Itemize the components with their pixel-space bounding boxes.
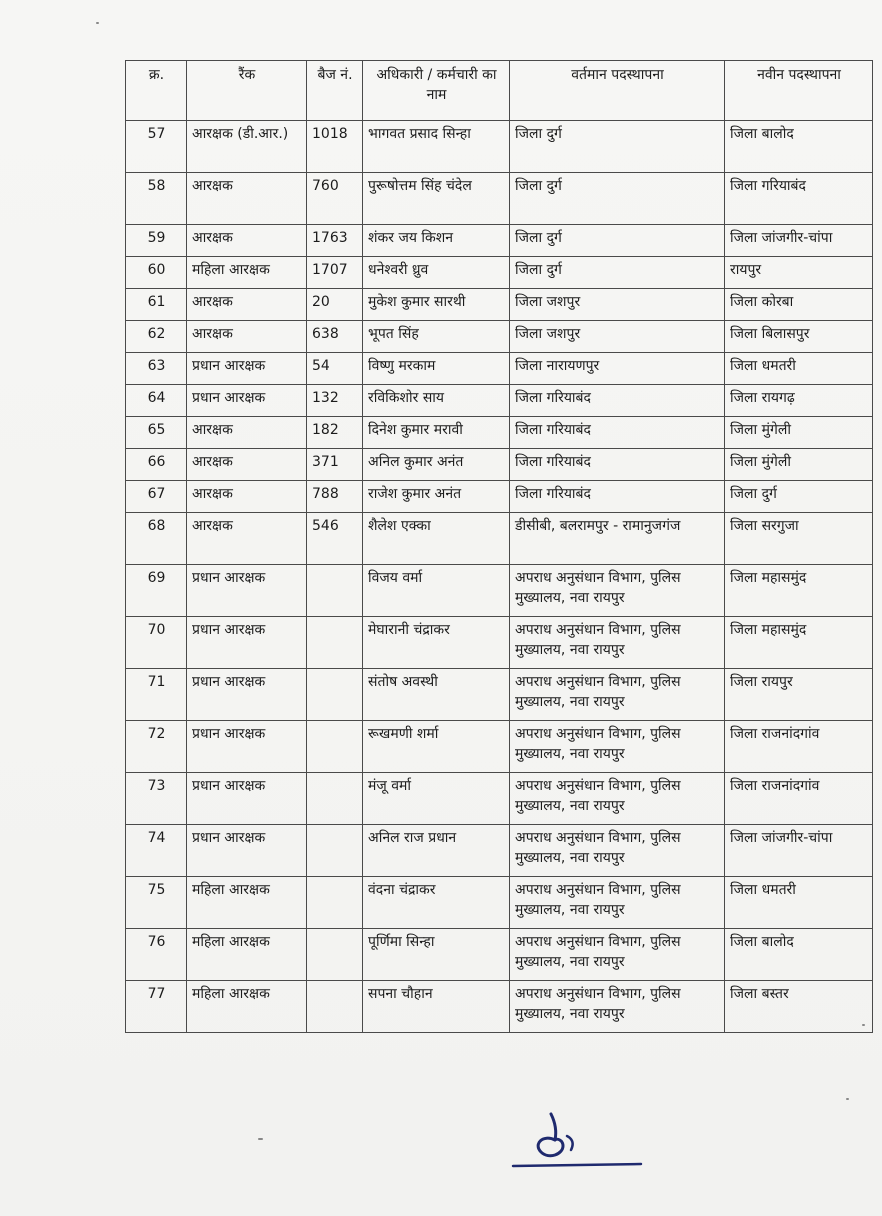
name-cell: अनिल राज प्रधान xyxy=(363,825,510,877)
header-name: अधिकारी / कर्मचारी का नाम xyxy=(363,61,510,121)
rank-cell: आरक्षक xyxy=(187,513,307,565)
current-posting-cell: अपराध अनुसंधान विभाग, पुलिस मुख्यालय, नवा रायपुर xyxy=(510,877,725,929)
table-row xyxy=(126,617,873,669)
serial-cell: 59 xyxy=(126,225,187,257)
new-posting-cell: जिला मुंगेली xyxy=(725,449,873,481)
rank-cell: महिला आरक्षक xyxy=(187,877,307,929)
serial-cell: 60 xyxy=(126,257,187,289)
name-cell: धनेश्वरी ध्रुव xyxy=(363,257,510,289)
rank-cell: प्रधान आरक्षक xyxy=(187,721,307,773)
badge-cell: 20 xyxy=(307,289,363,321)
table-row xyxy=(126,417,873,449)
name-cell: विजय वर्मा xyxy=(363,565,510,617)
name-cell: सपना चौहान xyxy=(363,981,510,1033)
name-cell: भूपत सिंह xyxy=(363,321,510,353)
serial-cell: 74 xyxy=(126,825,187,877)
badge-cell: 1707 xyxy=(307,257,363,289)
rank-cell: प्रधान आरक्षक xyxy=(187,669,307,721)
table-row xyxy=(126,825,873,877)
serial-cell: 72 xyxy=(126,721,187,773)
badge-cell: 182 xyxy=(307,417,363,449)
new-posting-cell: जिला जांजगीर-चांपा xyxy=(725,825,873,877)
current-posting-cell: अपराध अनुसंधान विभाग, पुलिस मुख्यालय, नवा रायपुर xyxy=(510,825,725,877)
badge-cell xyxy=(307,929,363,981)
header-row xyxy=(126,61,873,121)
current-posting-cell: अपराध अनुसंधान विभाग, पुलिस मुख्यालय, नवा रायपुर xyxy=(510,617,725,669)
current-posting-cell: जिला जशपुर xyxy=(510,289,725,321)
badge-cell: 546 xyxy=(307,513,363,565)
badge-cell: 371 xyxy=(307,449,363,481)
table-row xyxy=(126,877,873,929)
scan-speck xyxy=(258,1138,263,1140)
badge-cell: 54 xyxy=(307,353,363,385)
serial-cell: 76 xyxy=(126,929,187,981)
rank-cell: आरक्षक xyxy=(187,225,307,257)
table-row xyxy=(126,721,873,773)
new-posting-cell: जिला जांजगीर-चांपा xyxy=(725,225,873,257)
rank-cell: प्रधान आरक्षक xyxy=(187,353,307,385)
badge-cell: 638 xyxy=(307,321,363,353)
badge-cell: 1763 xyxy=(307,225,363,257)
serial-cell: 68 xyxy=(126,513,187,565)
current-posting-cell: अपराध अनुसंधान विभाग, पुलिस मुख्यालय, नवा रायपुर xyxy=(510,929,725,981)
name-cell: पूर्णिमा सिन्हा xyxy=(363,929,510,981)
badge-cell: 788 xyxy=(307,481,363,513)
new-posting-cell: जिला धमतरी xyxy=(725,877,873,929)
table-row xyxy=(126,321,873,353)
scan-speck xyxy=(862,1024,865,1026)
header-serial: क्र. xyxy=(126,61,187,121)
name-cell: विष्णु मरकाम xyxy=(363,353,510,385)
current-posting-cell: जिला गरियाबंद xyxy=(510,385,725,417)
current-posting-cell: अपराध अनुसंधान विभाग, पुलिस मुख्यालय, नवा रायपुर xyxy=(510,669,725,721)
table-row xyxy=(126,385,873,417)
table-row xyxy=(126,513,873,565)
serial-cell: 64 xyxy=(126,385,187,417)
rank-cell: प्रधान आरक्षक xyxy=(187,617,307,669)
badge-cell xyxy=(307,721,363,773)
current-posting-cell: अपराध अनुसंधान विभाग, पुलिस मुख्यालय, नवा रायपुर xyxy=(510,773,725,825)
current-posting-cell: जिला दुर्ग xyxy=(510,121,725,173)
new-posting-cell: जिला मुंगेली xyxy=(725,417,873,449)
name-cell: भागवत प्रसाद सिन्हा xyxy=(363,121,510,173)
new-posting-cell: जिला कोरबा xyxy=(725,289,873,321)
badge-cell xyxy=(307,669,363,721)
badge-cell xyxy=(307,981,363,1033)
badge-cell xyxy=(307,565,363,617)
table-row xyxy=(126,257,873,289)
scan-speck xyxy=(846,1098,849,1100)
new-posting-cell: जिला दुर्ग xyxy=(725,481,873,513)
serial-cell: 73 xyxy=(126,773,187,825)
current-posting-cell: डीसीबी, बलरामपुर - रामानुजगंज xyxy=(510,513,725,565)
name-cell: रविकिशोर साय xyxy=(363,385,510,417)
table-row xyxy=(126,481,873,513)
new-posting-cell: जिला सरगुजा xyxy=(725,513,873,565)
new-posting-cell: जिला धमतरी xyxy=(725,353,873,385)
current-posting-cell: अपराध अनुसंधान विभाग, पुलिस मुख्यालय, नवा रायपुर xyxy=(510,565,725,617)
current-posting-cell: जिला दुर्ग xyxy=(510,257,725,289)
new-posting-cell: जिला महासमुंद xyxy=(725,617,873,669)
serial-cell: 61 xyxy=(126,289,187,321)
serial-cell: 58 xyxy=(126,173,187,225)
name-cell: शंकर जय किशन xyxy=(363,225,510,257)
rank-cell: आरक्षक (डी.आर.) xyxy=(187,121,307,173)
new-posting-cell: जिला रायपुर xyxy=(725,669,873,721)
badge-cell: 760 xyxy=(307,173,363,225)
badge-cell xyxy=(307,773,363,825)
rank-cell: प्रधान आरक्षक xyxy=(187,825,307,877)
table-row xyxy=(126,121,873,173)
table-row xyxy=(126,173,873,225)
header-badge: बैज नं. xyxy=(307,61,363,121)
new-posting-cell: जिला रायगढ़ xyxy=(725,385,873,417)
name-cell: दिनेश कुमार मरावी xyxy=(363,417,510,449)
name-cell: मंजू वर्मा xyxy=(363,773,510,825)
current-posting-cell: जिला गरियाबंद xyxy=(510,449,725,481)
badge-cell xyxy=(307,825,363,877)
header-current-posting: वर्तमान पदस्थापना xyxy=(510,61,725,121)
table-row xyxy=(126,565,873,617)
new-posting-cell: जिला बालोद xyxy=(725,929,873,981)
header-rank: रैंक xyxy=(187,61,307,121)
serial-cell: 75 xyxy=(126,877,187,929)
serial-cell: 77 xyxy=(126,981,187,1033)
name-cell: अनिल कुमार अनंत xyxy=(363,449,510,481)
name-cell: शैलेश एक्का xyxy=(363,513,510,565)
table-row xyxy=(126,225,873,257)
new-posting-cell: जिला बालोद xyxy=(725,121,873,173)
serial-cell: 62 xyxy=(126,321,187,353)
new-posting-cell: जिला गरियाबंद xyxy=(725,173,873,225)
name-cell: मुकेश कुमार सारथी xyxy=(363,289,510,321)
current-posting-cell: अपराध अनुसंधान विभाग, पुलिस मुख्यालय, नवा रायपुर xyxy=(510,721,725,773)
rank-cell: प्रधान आरक्षक xyxy=(187,565,307,617)
serial-cell: 71 xyxy=(126,669,187,721)
table-row xyxy=(126,981,873,1033)
new-posting-cell: जिला बस्तर xyxy=(725,981,873,1033)
table-row xyxy=(126,669,873,721)
new-posting-cell: जिला राजनांदगांव xyxy=(725,773,873,825)
rank-cell: आरक्षक xyxy=(187,417,307,449)
new-posting-cell: जिला महासमुंद xyxy=(725,565,873,617)
name-cell: राजेश कुमार अनंत xyxy=(363,481,510,513)
table-row xyxy=(126,449,873,481)
new-posting-cell: रायपुर xyxy=(725,257,873,289)
current-posting-cell: जिला दुर्ग xyxy=(510,225,725,257)
serial-cell: 63 xyxy=(126,353,187,385)
serial-cell: 70 xyxy=(126,617,187,669)
serial-cell: 69 xyxy=(126,565,187,617)
table-row xyxy=(126,353,873,385)
rank-cell: प्रधान आरक्षक xyxy=(187,385,307,417)
serial-cell: 57 xyxy=(126,121,187,173)
current-posting-cell: जिला नारायणपुर xyxy=(510,353,725,385)
rank-cell: आरक्षक xyxy=(187,289,307,321)
table-row xyxy=(126,929,873,981)
name-cell: वंदना चंद्राकर xyxy=(363,877,510,929)
table-body xyxy=(126,121,873,1033)
rank-cell: प्रधान आरक्षक xyxy=(187,773,307,825)
current-posting-cell: जिला गरियाबंद xyxy=(510,481,725,513)
serial-cell: 66 xyxy=(126,449,187,481)
rank-cell: आरक्षक xyxy=(187,449,307,481)
rank-cell: आरक्षक xyxy=(187,481,307,513)
badge-cell: 1018 xyxy=(307,121,363,173)
signature-mark xyxy=(505,1100,645,1180)
header-new-posting: नवीन पदस्थापना xyxy=(725,61,873,121)
scan-speck xyxy=(96,22,99,24)
new-posting-cell: जिला राजनांदगांव xyxy=(725,721,873,773)
rank-cell: आरक्षक xyxy=(187,321,307,353)
current-posting-cell: जिला गरियाबंद xyxy=(510,417,725,449)
current-posting-cell: जिला दुर्ग xyxy=(510,173,725,225)
rank-cell: आरक्षक xyxy=(187,173,307,225)
rank-cell: महिला आरक्षक xyxy=(187,257,307,289)
rank-cell: महिला आरक्षक xyxy=(187,981,307,1033)
rank-cell: महिला आरक्षक xyxy=(187,929,307,981)
table-header xyxy=(126,61,873,121)
name-cell: संतोष अवस्थी xyxy=(363,669,510,721)
serial-cell: 67 xyxy=(126,481,187,513)
transfer-table xyxy=(125,60,873,1033)
current-posting-cell: अपराध अनुसंधान विभाग, पुलिस मुख्यालय, नवा रायपुर xyxy=(510,981,725,1033)
badge-cell xyxy=(307,617,363,669)
serial-cell: 65 xyxy=(126,417,187,449)
current-posting-cell: जिला जशपुर xyxy=(510,321,725,353)
name-cell: मेघारानी चंद्राकर xyxy=(363,617,510,669)
name-cell: रूखमणी शर्मा xyxy=(363,721,510,773)
badge-cell xyxy=(307,877,363,929)
badge-cell: 132 xyxy=(307,385,363,417)
table-row xyxy=(126,289,873,321)
table-row xyxy=(126,773,873,825)
name-cell: पुरूषोत्तम सिंह चंदेल xyxy=(363,173,510,225)
new-posting-cell: जिला बिलासपुर xyxy=(725,321,873,353)
